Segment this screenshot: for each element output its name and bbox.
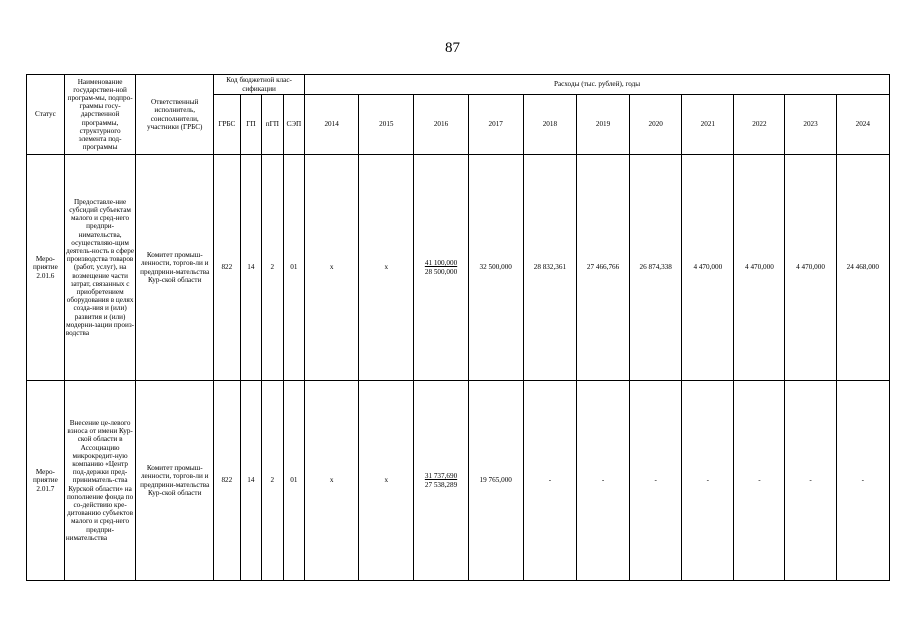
row-2019: - bbox=[576, 381, 629, 581]
row-2021: 4 470,000 bbox=[682, 155, 734, 381]
header-code-grbs: ГРБС bbox=[214, 95, 241, 155]
row-pgp: 2 bbox=[262, 381, 283, 581]
header-status: Статус bbox=[27, 75, 65, 155]
row-2016-new: 27 538,289 bbox=[424, 480, 458, 489]
row-2015: х bbox=[359, 155, 414, 381]
budget-table bbox=[26, 74, 890, 581]
row-2016-old: 41 100,000 bbox=[424, 259, 458, 268]
header-year: 2023 bbox=[785, 95, 836, 155]
row-2022: - bbox=[734, 381, 785, 581]
row-2016 bbox=[414, 155, 468, 381]
row-gp: 14 bbox=[240, 381, 261, 581]
header-code-sep: СЭП bbox=[283, 95, 304, 155]
row-2024: 24 468,000 bbox=[836, 155, 889, 381]
header-year: 2017 bbox=[468, 95, 523, 155]
row-pgp: 2 bbox=[262, 155, 283, 381]
header-code-gp: ГП bbox=[240, 95, 261, 155]
header-year: 2015 bbox=[359, 95, 414, 155]
row-2017: 32 500,000 bbox=[468, 155, 523, 381]
row-2023: - bbox=[785, 381, 836, 581]
row-grbs: 822 bbox=[214, 381, 241, 581]
row-2016 bbox=[414, 381, 468, 581]
header-row-1 bbox=[27, 75, 890, 95]
row-2014: х bbox=[305, 155, 359, 381]
header-year: 2014 bbox=[305, 95, 359, 155]
header-expenses: Расходы (тыс. рублей), годы bbox=[305, 75, 890, 95]
row-status: Меро-приятие 2.01.7 bbox=[27, 381, 65, 581]
header-responsible: Ответственный исполнитель, соисполнители, участники (ГРБС) bbox=[136, 75, 214, 155]
row-2018: - bbox=[523, 381, 576, 581]
table-row bbox=[27, 381, 890, 581]
header-year: 2021 bbox=[682, 95, 734, 155]
row-name: Предоставле-ние субсидий субъектам малого и сред-него предпри-нимательства, осуществляю-щим деятель-ность в сфере производства товаров (работ, услуг), на возмещение части затрат, связанных с приобретением оборудования в целях созда-ния и (или) развития и (или) модерни-зации произ-водства bbox=[64, 155, 136, 381]
row-sep: 01 bbox=[283, 155, 304, 381]
row-name: Внесение це-левого взноса от имени Кур-ской области в Ассоциацию микрокредит-ную компанию «Центр под-держки пред-приниматель-ства Курской области» на пополнение фонда по со-действию кре-дитованию субъектов малого и сред-него предпри-нимательства bbox=[64, 381, 136, 581]
row-2021: - bbox=[682, 381, 734, 581]
row-2020: 26 874,338 bbox=[630, 155, 682, 381]
table-row bbox=[27, 155, 890, 381]
header-budget-code: Код бюджетной клас-сификации bbox=[214, 75, 305, 95]
row-2015: х bbox=[359, 381, 414, 581]
row-2022: 4 470,000 bbox=[734, 155, 785, 381]
row-2014: х bbox=[305, 381, 359, 581]
row-2023: 4 470,000 bbox=[785, 155, 836, 381]
row-2016-old: 31 737,690 bbox=[424, 472, 458, 481]
row-2016-new: 28 500,000 bbox=[424, 267, 458, 276]
header-code-pgp: пГП bbox=[262, 95, 283, 155]
row-responsible: Комитет промыш-ленности, торгов-ли и предприни-мательства Кур-ской области bbox=[136, 155, 214, 381]
header-year: 2020 bbox=[630, 95, 682, 155]
row-2018: 28 832,361 bbox=[523, 155, 576, 381]
row-2024: - bbox=[836, 381, 889, 581]
row-status: Меро-приятие 2.01.6 bbox=[27, 155, 65, 381]
row-2020: - bbox=[630, 381, 682, 581]
row-2019: 27 466,766 bbox=[576, 155, 629, 381]
header-year: 2019 bbox=[576, 95, 629, 155]
header-year: 2018 bbox=[523, 95, 576, 155]
header-year: 2024 bbox=[836, 95, 889, 155]
header-name: Наименование государствен-ной програм-мы, подпро-граммы госу-дарственной программы, структурного элемента под-программы bbox=[64, 75, 136, 155]
row-gp: 14 bbox=[240, 155, 261, 381]
row-responsible: Комитет промыш-ленности, торгов-ли и предприни-мательства Кур-ской области bbox=[136, 381, 214, 581]
header-year: 2022 bbox=[734, 95, 785, 155]
header-year: 2016 bbox=[414, 95, 468, 155]
page-number: 87 bbox=[445, 40, 460, 56]
row-2017: 19 765,000 bbox=[468, 381, 523, 581]
row-grbs: 822 bbox=[214, 155, 241, 381]
row-sep: 01 bbox=[283, 381, 304, 581]
